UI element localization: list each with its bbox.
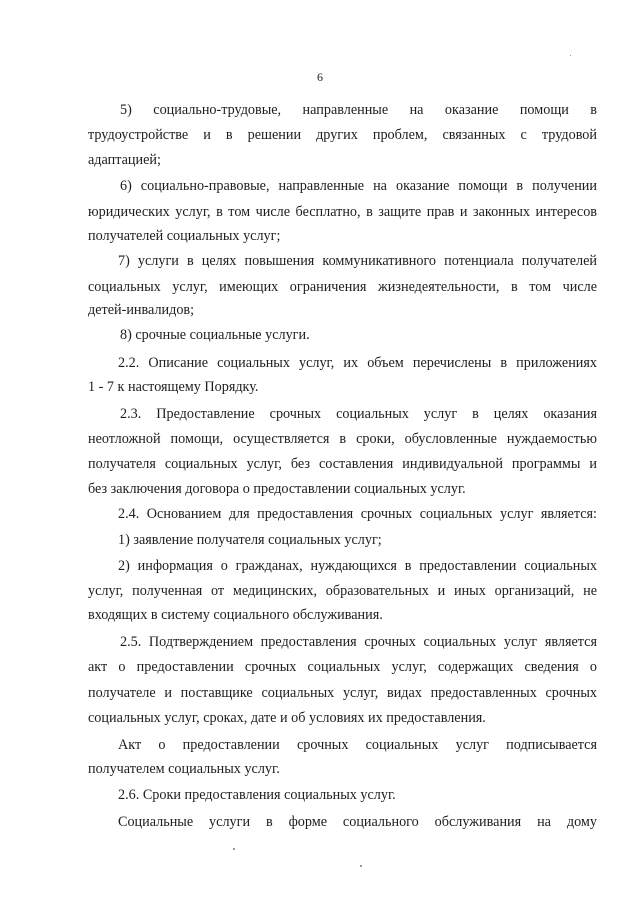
text-line: 2.2. Описание социальных услуг, их объем перечислены в приложениях <box>118 355 597 371</box>
text-line: 6) социально-правовые, направленные на оказание помощи в получении <box>120 178 597 194</box>
text-line: услуг, полученная от медицинских, образовательных и иных организаций, не <box>88 583 597 599</box>
scan-speck <box>360 865 362 867</box>
text-line: 2.4. Основанием для предоставления срочных социальных услуг является: <box>118 506 597 522</box>
text-line: Социальные услуги в форме социального обслуживания на дому <box>118 814 597 830</box>
text-line: неотложной помощи, осуществляется в сроки, обусловленные нуждаемостью <box>88 431 597 447</box>
text-line: 1) заявление получателя социальных услуг; <box>118 532 382 548</box>
text-line: акт о предоставлении срочных социальных услуг, содержащих сведения о <box>88 659 597 675</box>
text-line: детей-инвалидов; <box>88 302 195 318</box>
text-line: 5) социально-трудовые, направленные на оказание помощи в <box>120 102 597 118</box>
text-line: получателей социальных услуг; <box>88 228 281 244</box>
text-line: 2) информация о гражданах, нуждающихся в предоставлении социальных <box>118 558 597 574</box>
text-line: получателе и поставщике социальных услуг, видах предоставленных срочных <box>88 685 597 701</box>
page-number: 6 <box>317 70 323 84</box>
text-line: социальных услуг, имеющих ограничения жизнедеятельности, в том числе <box>88 279 597 295</box>
text-line: юридических услуг, в том числе бесплатно, в защите прав и законных интересов <box>88 204 597 220</box>
text-line: 2.5. Подтверждением предоставления срочных социальных услуг является <box>120 634 597 650</box>
text-line: 2.6. Сроки предоставления социальных услуг. <box>118 787 396 803</box>
text-line: адаптацией; <box>88 152 161 168</box>
text-line: без заключения договора о предоставлении социальных услуг. <box>88 481 466 497</box>
text-line: 1 - 7 к настоящему Порядку. <box>88 379 259 395</box>
text-line: Акт о предоставлении срочных социальных услуг подписывается <box>118 737 597 753</box>
text-line: входящих в систему социального обслуживания. <box>88 607 383 623</box>
scan-speck <box>233 848 235 850</box>
text-line: получателем социальных услуг. <box>88 761 280 777</box>
text-line: 8) срочные социальные услуги. <box>120 327 310 343</box>
text-line: трудоустройстве и в решении других проблем, связанных с трудовой <box>88 127 597 143</box>
text-line: 2.3. Предоставление срочных социальных услуг в целях оказания <box>120 406 597 422</box>
scan-speck <box>570 55 571 56</box>
text-line: 7) услуги в целях повышения коммуникативного потенциала получателей <box>118 253 597 269</box>
text-line: социальных услуг, сроках, дате и об условиях их предоставления. <box>88 710 486 726</box>
text-line: получателя социальных услуг, без составления индивидуальной программы и <box>88 456 597 472</box>
